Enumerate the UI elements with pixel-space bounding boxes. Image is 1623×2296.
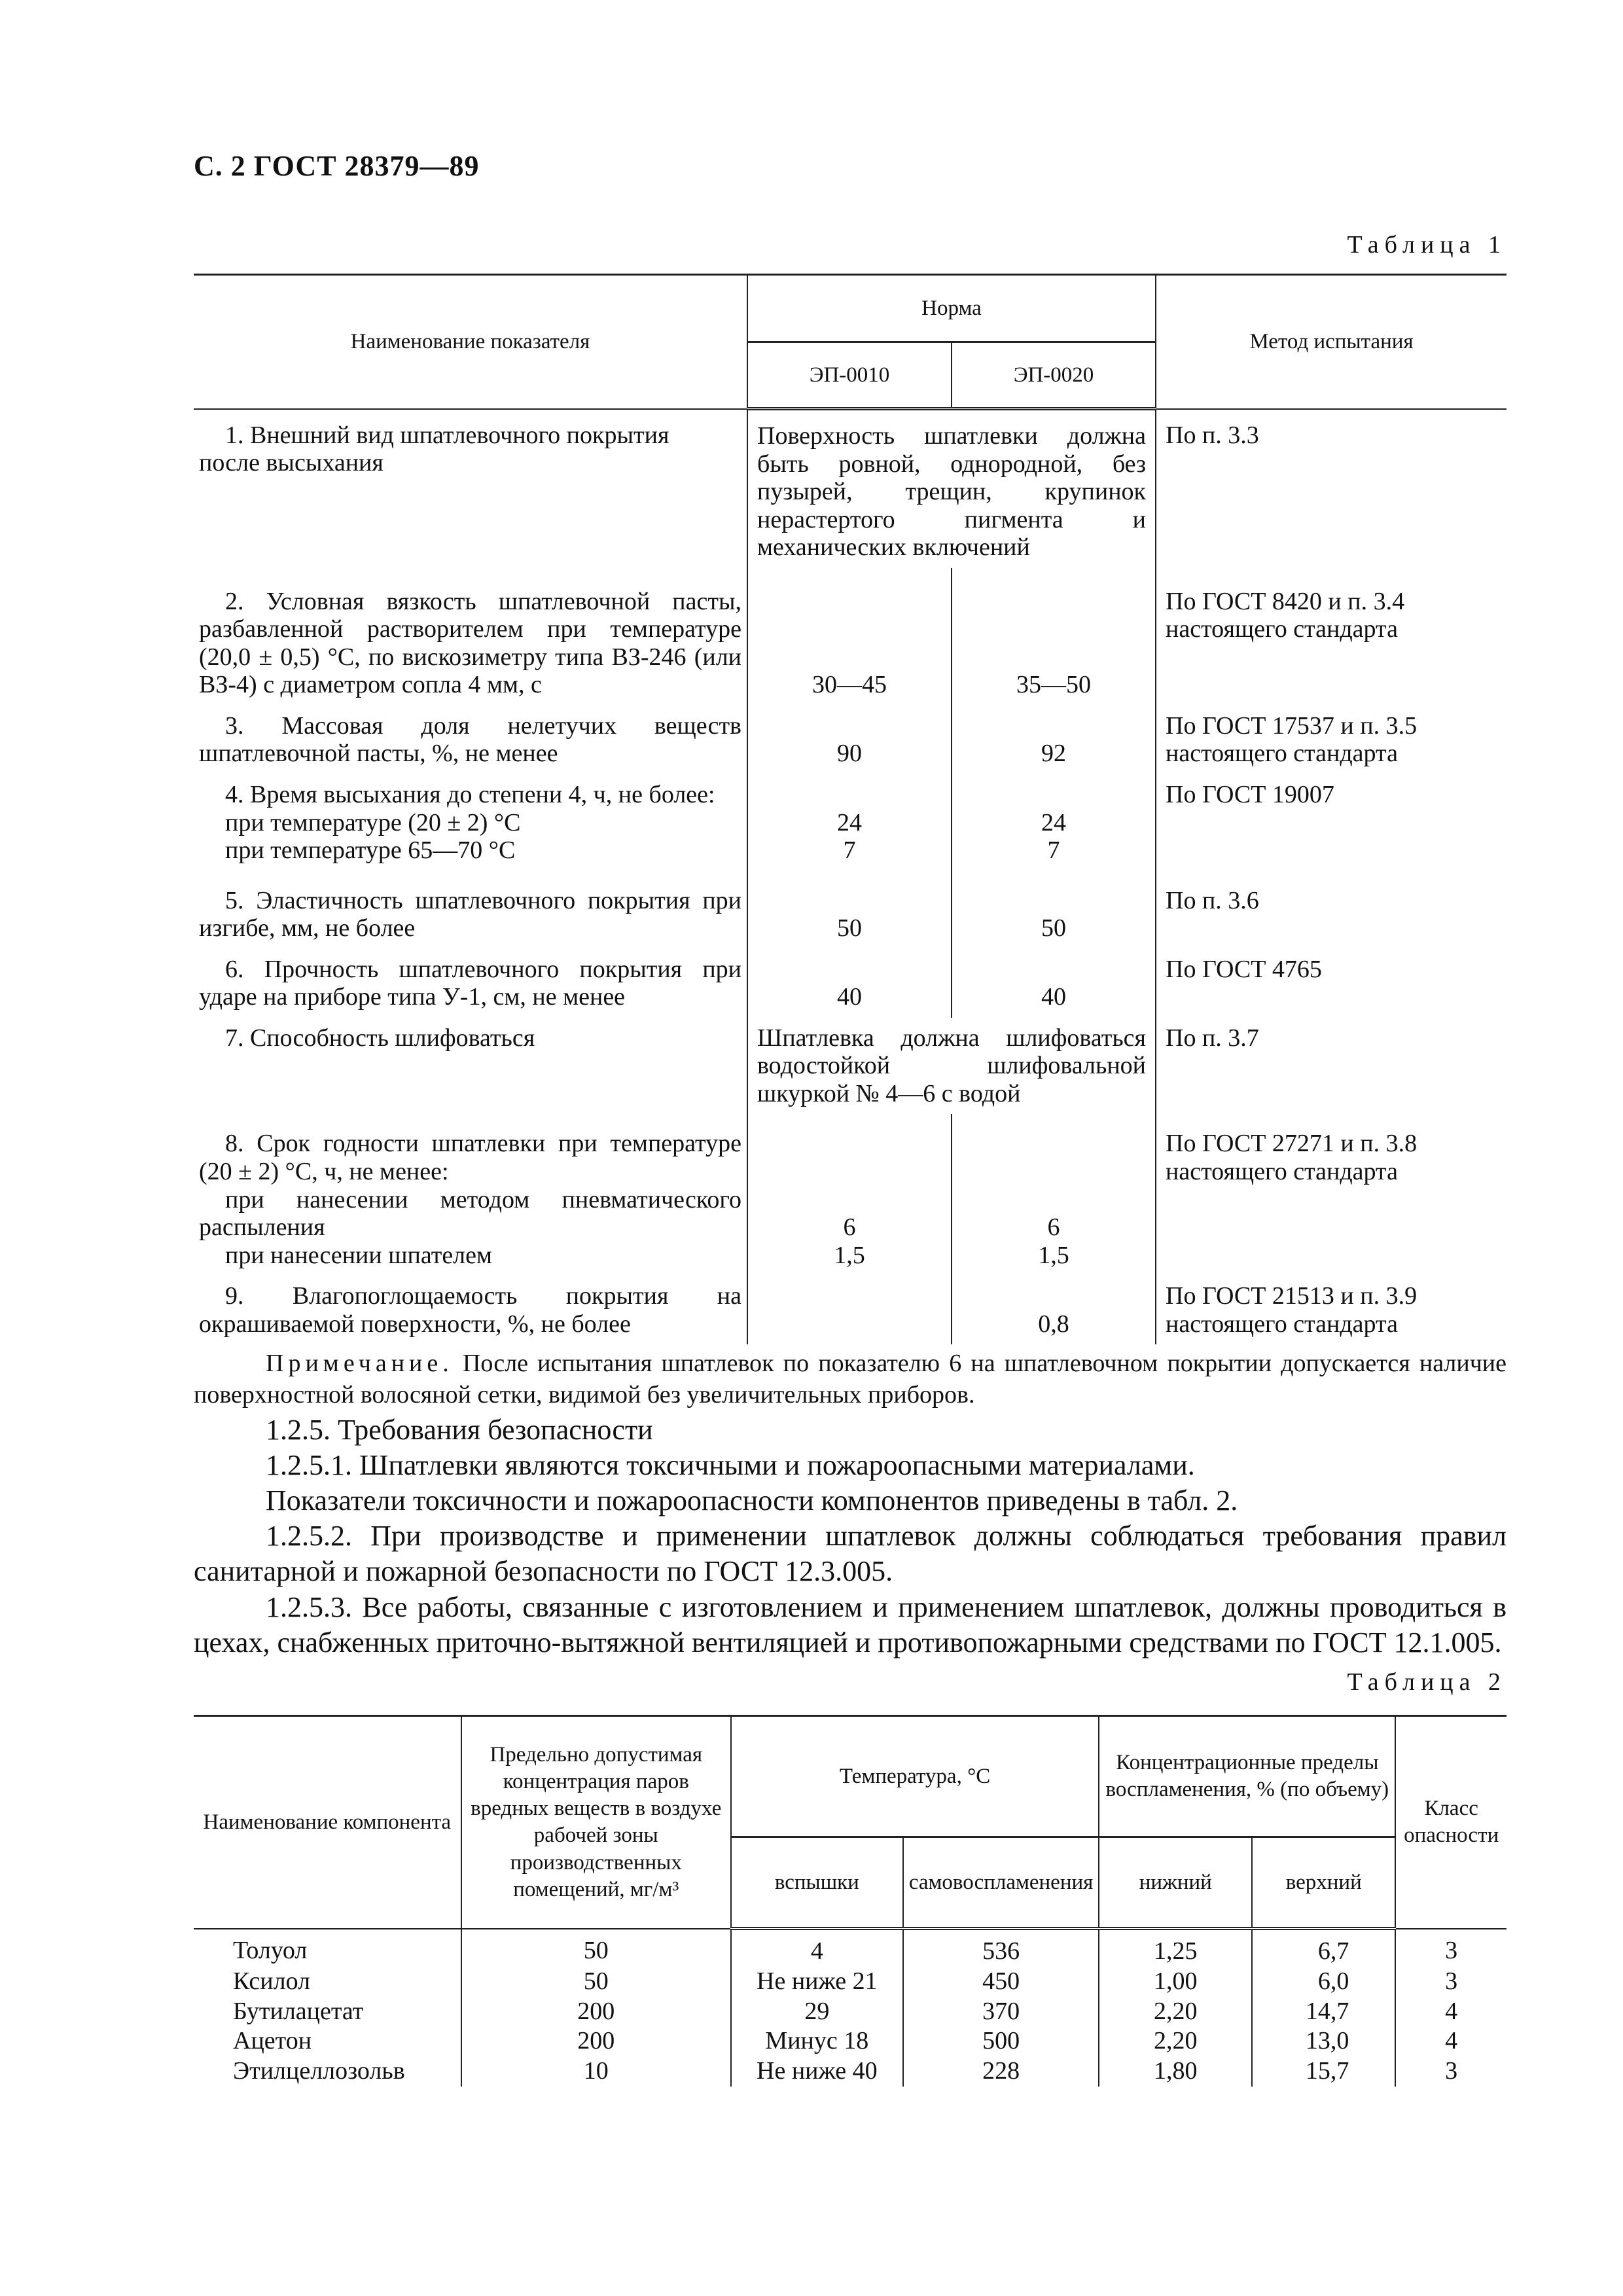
low-value: 1,25 [1099, 1929, 1252, 1967]
t2-header-limits: Концентрационные пределы воспламенения, % (по объему) [1099, 1716, 1395, 1837]
selfign-value: 536 [903, 1929, 1099, 1967]
pdk-value: 200 [461, 2026, 731, 2056]
t2-header-flash: вспышки [731, 1837, 903, 1929]
class-value: 3 [1395, 1967, 1507, 1997]
flash-value: Минус 18 [731, 2026, 903, 2056]
row-value-ep0010: 50 [747, 871, 952, 949]
row-sub1-ep0020: 6 [1047, 1213, 1060, 1242]
row-name-cont: после высыхания [199, 449, 383, 477]
pdk-value: 50 [461, 1967, 731, 1997]
t2-header-low: нижний [1099, 1837, 1252, 1929]
row-method: По ГОСТ 17537 и п. 3.5 настоящего стандарта [1156, 706, 1507, 774]
component-name: Ксилол [194, 1967, 461, 1997]
flash-value: Не ниже 21 [731, 1967, 903, 1997]
low-value: 2,20 [1099, 1997, 1252, 2027]
high-value: 6,0 [1252, 1967, 1395, 1997]
table1 [194, 274, 1507, 1344]
pdk-value: 200 [461, 1997, 731, 2027]
table-row [194, 706, 1507, 774]
flash-value: Не ниже 40 [731, 2056, 903, 2087]
table1-note [194, 1348, 1507, 1410]
row-sub1: при нанесении методом пневматического распыления [199, 1185, 741, 1242]
row-name: 5. Эластичность шпатлевочного покрытия при изгибе, мм, не более [199, 886, 741, 942]
row-sub1: при температуре (20 ± 2) °С [225, 808, 521, 836]
paragraph: Показатели токсичности и пожароопасности компонентов приведены в табл. 2. [266, 1484, 1238, 1517]
table-row [194, 1997, 1507, 2027]
row-name: 2. Условная вязкость шпатлевочной пасты, разбавленной растворителем при температуре (20,0 ± 0,5) °С, по вискозиметру типа ВЗ-246 (или ВЗ-4) с диаметром сопла 4 мм, с [199, 587, 741, 699]
table-row [194, 409, 1507, 568]
row-method: По ГОСТ 27271 и п. 3.8 настоящего стандарта [1156, 1114, 1507, 1276]
table-row [194, 2026, 1507, 2056]
class-value: 3 [1395, 1929, 1507, 1967]
row-sub2: при температуре 65—70 °С [225, 836, 516, 865]
t2-header-name: Наименование компонента [194, 1716, 461, 1929]
row-sub2: при нанесении шпателем [225, 1241, 493, 1269]
table-row [194, 774, 1507, 871]
row-value-ep0010: 90 [747, 706, 952, 774]
row-method: По п. 3.6 [1156, 871, 1507, 949]
page-header: С. 2 ГОСТ 28379—89 [194, 150, 480, 182]
row-sub2-ep0020: 7 [1047, 836, 1060, 865]
note-label: Примечание. [266, 1350, 454, 1377]
table2 [194, 1715, 1507, 2087]
row-method: По ГОСТ 19007 [1156, 774, 1507, 871]
component-name: Бутилацетат [194, 1997, 461, 2027]
row-value-ep0020: 35—50 [952, 568, 1156, 706]
t1-header-ep0010: ЭП-0010 [747, 342, 952, 409]
selfign-value: 370 [903, 1997, 1099, 2027]
row-name: 7. Способность шлифоваться [225, 1024, 535, 1052]
t1-header-name: Наименование показателя [194, 275, 747, 409]
row-method: По ГОСТ 8420 и п. 3.4 настоящего стандарта [1156, 568, 1507, 706]
t2-header-pdk: Предельно допустимая концентрация паров вредных веществ в воздухе рабочей зоны производственных помещений, мг/м³ [461, 1716, 731, 1929]
row-sub1-ep0010: 6 [843, 1213, 856, 1242]
row-name: 6. Прочность шпатлевочного покрытия при ударе на приборе типа У-1, см, не менее [199, 955, 741, 1011]
table1-caption: Таблица 1 [1347, 231, 1507, 259]
paragraph: 1.2.5.2. При производстве и применении шпатлевок должны соблюдаться требования правил санитарной и пожарной безопасности по ГОСТ 12.3.005. [194, 1520, 1507, 1588]
selfign-value: 450 [903, 1967, 1099, 1997]
row-name: 9. Влагопоглощаемость покрытия на окрашиваемой поверхности, %, не более [199, 1282, 741, 1338]
pdk-value: 50 [461, 1929, 731, 1967]
table-row [194, 949, 1507, 1018]
row-value-ep0020: 0,8 [952, 1276, 1156, 1344]
low-value: 1,00 [1099, 1967, 1252, 1997]
table-row [194, 1018, 1507, 1115]
row-method: По ГОСТ 4765 [1156, 949, 1507, 1018]
t1-header-ep0020: ЭП-0020 [952, 342, 1156, 409]
class-value: 3 [1395, 2056, 1507, 2087]
t2-header-selfign: самовоспламенения [903, 1837, 1099, 1929]
row-value-ep0020: 40 [952, 949, 1156, 1018]
paragraph: 1.2.5.1. Шпатлевки являются токсичными и пожароопасными материалами. [266, 1449, 1195, 1482]
row-sub2-ep0010: 1,5 [834, 1241, 865, 1269]
flash-value: 29 [731, 1997, 903, 2027]
row-value-ep0010: 40 [747, 949, 952, 1018]
high-value: 13,0 [1252, 2026, 1395, 2056]
row-sub1-ep0020: 24 [1041, 808, 1066, 836]
t1-header-method: Метод испытания [1156, 275, 1507, 409]
row-name: 3. Массовая доля нелетучих веществ шпатлевочной пасты, %, не менее [199, 711, 741, 768]
component-name: Толуол [194, 1929, 461, 1967]
row-name: 1. Внешний вид шпатлевочного покрытия [225, 421, 669, 449]
safety-section [194, 1412, 1507, 1660]
low-value: 2,20 [1099, 2026, 1252, 2056]
flash-value: 4 [731, 1929, 903, 1967]
row-method: По п. 3.3 [1156, 409, 1507, 568]
row-name: 4. Время высыхания до степени 4, ч, не более: [225, 781, 715, 809]
row-name: 8. Срок годности шпатлевки при температуре (20 ± 2) °С, ч, не менее: [199, 1130, 741, 1186]
high-value: 6,7 [1252, 1929, 1395, 1967]
row-value-ep0010 [747, 1276, 952, 1344]
t1-header-norm: Норма [747, 275, 1156, 342]
table-row [194, 2056, 1507, 2087]
high-value: 14,7 [1252, 1997, 1395, 2027]
table2-caption: Таблица 2 [1347, 1668, 1507, 1696]
table-row [194, 568, 1507, 706]
row-sub1-ep0010: 24 [837, 808, 862, 836]
row-sub2-ep0020: 1,5 [1038, 1241, 1069, 1269]
table-row [194, 871, 1507, 949]
table-row [194, 1276, 1507, 1344]
table-row [194, 1967, 1507, 1997]
row-value-ep0010: 30—45 [747, 568, 952, 706]
low-value: 1,80 [1099, 2056, 1252, 2087]
t2-header-temp: Температура, °С [731, 1716, 1099, 1837]
pdk-value: 10 [461, 2056, 731, 2087]
class-value: 4 [1395, 2026, 1507, 2056]
row-norm-text: Шпатлевка должна шлифоваться водостойкой шлифовальной шкуркой № 4—6 с водой [747, 1018, 1156, 1115]
table-row [194, 1114, 1507, 1276]
class-value: 4 [1395, 1997, 1507, 2027]
selfign-value: 500 [903, 2026, 1099, 2056]
row-norm-text: Поверхность шпатлевки должна быть ровной, однородной, без пузырей, трещин, крупинок нерастертого пигмента и механических включений [747, 409, 1156, 568]
high-value: 15,7 [1252, 2056, 1395, 2087]
row-method: По п. 3.7 [1156, 1018, 1507, 1115]
table-row [194, 1929, 1507, 1967]
t2-header-class: Класс опасности [1395, 1716, 1507, 1929]
component-name: Этилцеллозольв [194, 2056, 461, 2087]
row-method: По ГОСТ 21513 и п. 3.9 настоящего стандарта [1156, 1276, 1507, 1344]
note-text: После испытания шпатлевок по показателю 6 на шпатлевочном покрытии допускается наличие поверхностной волосяной сетки, видимой без увеличительных приборов. [194, 1350, 1507, 1408]
row-sub2-ep0010: 7 [843, 836, 856, 865]
row-value-ep0020: 50 [952, 871, 1156, 949]
component-name: Ацетон [194, 2026, 461, 2056]
row-value-ep0020: 92 [952, 706, 1156, 774]
section-heading: 1.2.5. Требования безопасности [266, 1414, 653, 1446]
paragraph: 1.2.5.3. Все работы, связанные с изготовлением и применением шпатлевок, должны проводиться в цехах, снабженных приточно-вытяжной вентиляцией и противопожарными средствами по ГОСТ 12.1.005. [194, 1590, 1507, 1659]
t2-header-high: верхний [1252, 1837, 1395, 1929]
selfign-value: 228 [903, 2056, 1099, 2087]
